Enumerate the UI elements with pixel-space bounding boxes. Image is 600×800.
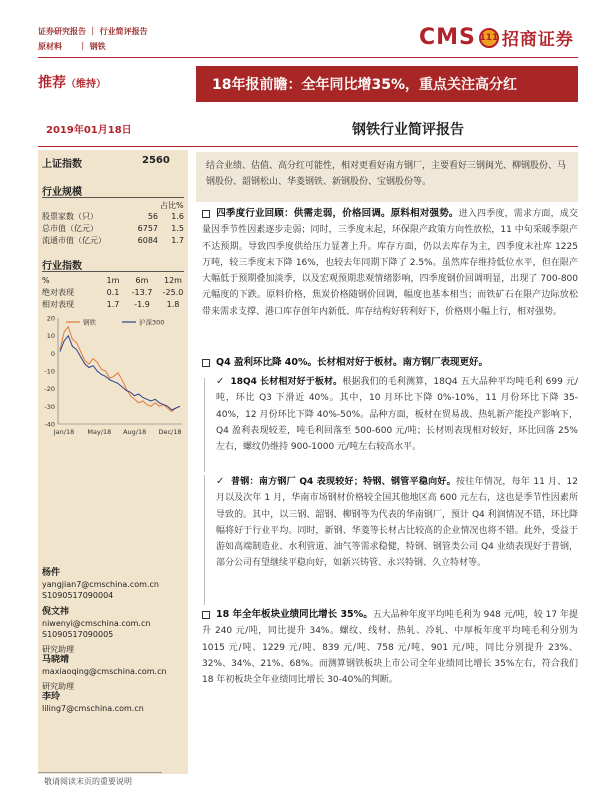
x-tick-label: Jan/18 <box>53 428 75 436</box>
rating-status: （维持） <box>66 79 106 90</box>
section-review <box>202 206 578 320</box>
logo-badge-icon: 111 <box>479 28 499 48</box>
perf-value: 0.1 <box>106 287 120 297</box>
scale-value: 56 <box>147 211 158 221</box>
summary-box <box>196 152 578 202</box>
report-type: 钢铁行业简评报告 <box>352 122 464 138</box>
analyst-list <box>42 568 186 714</box>
title-divider <box>38 146 578 147</box>
scale-name: 股票家数（只） <box>42 211 98 221</box>
scale-pct: 1.6 <box>171 211 184 221</box>
index-chart <box>40 312 188 442</box>
check-icon: ✓ <box>216 376 225 387</box>
report-date: 2019年01月18日 <box>46 125 132 136</box>
perf-heading: 行业指数 <box>42 261 82 272</box>
report-title: 18年报前瞻：全年同比增35%，重点关注高分红 <box>212 77 517 93</box>
perf-value: -1.9 <box>134 299 150 309</box>
perf-value: -13.7 <box>131 287 153 297</box>
scale-value: 6757 <box>137 223 158 233</box>
logo-company-name: 招商证券 <box>501 30 574 50</box>
analyst-email[interactable]: maxiaoqing@cmschina.com.cn <box>42 667 167 676</box>
x-tick-label: Aug/18 <box>123 428 147 436</box>
y-tick-label: -40 <box>44 420 55 429</box>
rating-label: 推荐 <box>38 75 66 91</box>
scale-pct: 1.5 <box>171 223 184 233</box>
y-tick-label: 10 <box>46 332 55 341</box>
scale-value: 6084 <box>137 235 158 245</box>
section-q4 <box>202 355 578 371</box>
rating <box>38 72 106 92</box>
subsection-southern-mills <box>216 474 578 572</box>
y-tick-label: -20 <box>44 385 55 394</box>
series-line-steel <box>60 327 180 412</box>
scale-name: 流通市值（亿元） <box>42 235 106 245</box>
analyst-block <box>42 607 186 640</box>
report-category: 证券研究报告 ｜ 行业简评报告 <box>38 27 148 36</box>
sector-label <box>38 41 106 52</box>
x-tick-label: Dec/18 <box>158 428 182 436</box>
sub-text: 根据我们的毛利测算，18Q4 五大品种平均吨毛利 699 元/吨，环比 Q3 下滑近 40%。其中，10 月环比下降 0%-10%，11 月份环比下降 35-40%，12 月份环比下降 40%-50%。品种方面，板材在贸易战、热轧新产能投产影响下，Q4 盈利表现较差，吨毛利回落至 500-600 元/吨；长材则表现相对较好，环比回落 25%左右，螺纹仍维持 900-1000 元/吨左右较高水平。 <box>216 377 578 453</box>
perf-value: 1.7 <box>106 299 120 309</box>
perf-table <box>42 274 188 310</box>
table-row <box>42 298 188 310</box>
square-bullet-icon <box>202 210 210 218</box>
square-bullet-icon <box>202 611 210 619</box>
scale-divider <box>42 197 184 198</box>
analyst-email[interactable]: yangjian7@cmschina.com.cn <box>42 580 159 589</box>
section-full-year <box>202 607 578 688</box>
report-title-bar <box>196 66 578 102</box>
perf-header: % <box>42 275 50 285</box>
sector-sub: ｜ 钢铁 <box>78 42 106 51</box>
section-text: 进入四季度，需求方面，成交量因季节性因素逐步走弱；同时，三季度末起，环保限产政策方向性放松，11 中旬采暖季限产不达预期。导致四季度供给压力显著上升。库存方面，仍以去库存为主，四季度末社库 1225 万吨，较三季度末下降 16%，也较去年同期下降了 2.5%。虽然库存维持低位水平，但在限产大幅低于预期叠加淡季，以及宏观预期悲观情绪影响，四季度钢价回调明显，出现了 700-800 元幅度的下跌。原料价格，焦炭价格随钢价回调，幅度也基本相当；而铁矿石在限产边际放松带来需求支撑、港口库存创年内新低、库存结构好转利好下，价格则小幅上行，相对强势。 <box>202 209 578 317</box>
y-tick-label: -30 <box>44 402 55 411</box>
square-bullet-icon <box>202 359 210 367</box>
analyst-name: 杨件 <box>42 568 61 578</box>
section-lead: 18 年全年板块业绩同比增长 35%。 <box>216 609 373 620</box>
logo-cms-text: CMS <box>419 25 476 50</box>
analyst-name: 倪文祎 <box>42 607 70 617</box>
perf-header: 6m <box>135 275 149 285</box>
perf-header: 1m <box>106 275 120 285</box>
analyst-block <box>42 681 186 714</box>
perf-header: 12m <box>164 275 182 285</box>
analyst-email[interactable]: liling7@cmschina.com.cn <box>42 704 144 713</box>
legend-label: 钢铁 <box>83 318 96 327</box>
footer-note: 敬请阅读末页的重要说明 <box>44 777 132 786</box>
table-row <box>42 286 188 298</box>
scale-table <box>42 210 188 246</box>
perf-name: 相对表现 <box>42 299 74 309</box>
y-tick-label: 20 <box>46 314 55 323</box>
table-row <box>42 222 188 234</box>
header-divider <box>38 57 578 58</box>
scale-pct: 1.7 <box>171 235 184 245</box>
x-tick-label: May/18 <box>87 428 112 436</box>
sub-text: 按往年情况，每年 11 月、12 月以及次年 1 月，华南市场钢材价格较全国其他地区高 600 元左右，这也是季节性因素所导致的。其中，以三钢、韶钢、柳钢等为代表的华南钢厂，预计 Q4 利润情况不错，环比降幅将好于行业平均。同时，新钢、华菱等长材占比较高的企业情况也将不错。此外，受益于游如高端制造业、水利管道、油气等需求稳健，特钢、钢管类公司 Q4 业绩表现好于普钢，部分公司有望继续平稳向好，如新兴铸管、永兴特钢、久立特材等。 <box>216 477 578 569</box>
summary-text: 结合业绩、估值、高分红可能性，相对更看好南方钢厂，主要看好三钢闽光、柳钢股份、马钢股份、韶钢松山、华菱钢铁、新钢股份、宝钢股份等。 <box>206 161 567 187</box>
section-text: 五大品种年度平均吨毛利为 948 元/吨，较 17 年提升 240 元/吨，同比提升 34%。螺纹、线材、热轧、冷轧、中厚板年度平均吨毛利分别为 1015 元/吨、1229 元/吨、839 元/吨、758 元/吨、901 元/吨，同比分别提升 23%、32%、34%、21%、68%。而测算钢铁板块上市公司全年业绩同比增长 35%左右，符合我们 18 年初板块全年业绩同比增长 30-40%的判断。 <box>202 610 578 686</box>
table-row <box>42 274 188 286</box>
company-logo <box>419 25 574 50</box>
perf-divider <box>42 271 184 272</box>
analyst-block <box>42 568 186 601</box>
y-tick-label: -10 <box>44 367 55 376</box>
y-tick-label: 0 <box>50 349 55 358</box>
scale-col-header: 占比% <box>160 201 184 210</box>
sector-main: 原材料 <box>38 42 62 51</box>
analyst-role: 研究助理 <box>42 645 74 654</box>
section-lead: 四季度行业回顾：供需走弱，价格回调。原料相对强势。 <box>216 208 459 219</box>
perf-value: 1.8 <box>166 299 180 309</box>
analyst-id: S1090517090005 <box>42 630 114 639</box>
index-value: 2560 <box>142 155 170 166</box>
sub-lead: 18Q4 长材相对好于板材。 <box>230 377 343 387</box>
analyst-block <box>42 644 186 677</box>
analyst-role: 研究助理 <box>42 682 74 691</box>
analyst-name: 马晓靖 <box>42 655 70 665</box>
footer-divider <box>38 772 162 773</box>
analyst-name: 李玲 <box>42 692 61 702</box>
subsection-long-vs-flat <box>216 374 578 455</box>
analyst-id: S1090517090004 <box>42 591 114 600</box>
perf-value: -25.0 <box>162 287 184 297</box>
index-label: 上证指数 <box>42 159 82 170</box>
table-row <box>42 210 188 222</box>
scale-name: 总市值（亿元） <box>42 223 98 233</box>
perf-name: 绝对表现 <box>42 287 74 297</box>
legend-label: 沪深300 <box>139 318 165 327</box>
section-lead: Q4 盈利环比降 40%。长材相对好于板材。南方钢厂表现更好。 <box>216 357 489 368</box>
check-icon: ✓ <box>216 476 225 487</box>
scale-heading: 行业规模 <box>42 187 82 198</box>
table-row <box>42 234 188 246</box>
sub-lead: 普钢：南方钢厂 Q4 表现较好；特钢、钢管平稳向好。 <box>230 477 456 487</box>
analyst-email[interactable]: niwenyi@cmschina.com.cn <box>42 619 151 628</box>
